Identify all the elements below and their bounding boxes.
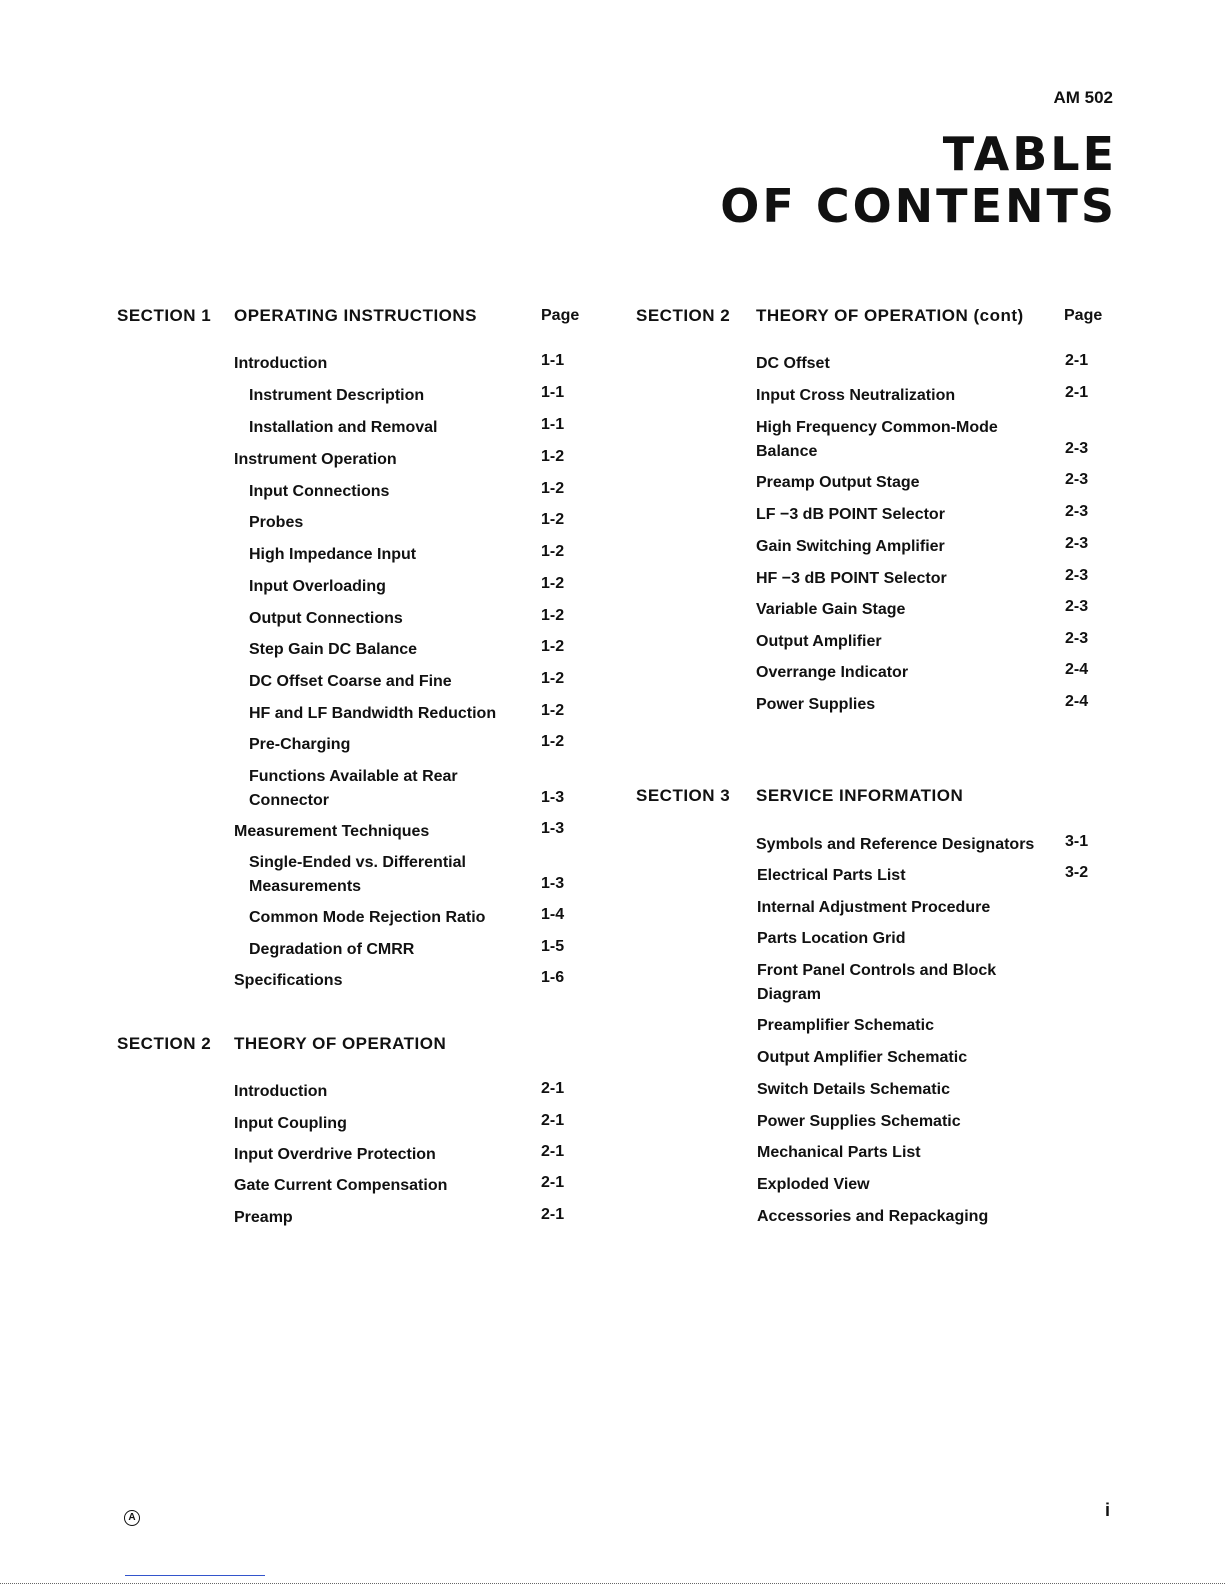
toc-entry: Introduction [234, 1083, 328, 1100]
toc-entry: Input Cross Neutralization [756, 387, 956, 404]
toc-entry: High Frequency Common-Mode [756, 419, 998, 436]
section-1-title: OPERATING INSTRUCTIONS [234, 306, 478, 325]
toc-page: 2-1 [541, 1206, 565, 1223]
publisher-mark: A [124, 1510, 140, 1526]
section-3-label: SECTION 3 [636, 786, 731, 805]
toc-entry: Symbols and Reference Designators [756, 836, 1035, 853]
link-underline [125, 1575, 265, 1576]
section-2-label: SECTION 2 [117, 1034, 212, 1053]
section-2-cont-title: THEORY OF OPERATION (cont) [756, 306, 1024, 325]
page-column-header-left: Page [541, 307, 580, 324]
model-number: AM 502 [1053, 88, 1113, 107]
toc-entry: Input Coupling [234, 1115, 347, 1132]
toc-entry: Power Supplies [756, 696, 876, 713]
toc-page: 2-4 [1065, 693, 1089, 710]
toc-page: 2-3 [1065, 567, 1089, 584]
toc-page: 1-4 [541, 906, 565, 923]
toc-entry: Electrical Parts List [757, 867, 906, 884]
toc-page: 2-1 [541, 1112, 565, 1129]
toc-entry: Parts Location Grid [757, 930, 906, 947]
toc-entry: Preamp [234, 1209, 293, 1226]
toc-page: 1-3 [541, 820, 565, 837]
toc-page: 1-3 [541, 875, 565, 892]
toc-entry: Preamplifier Schematic [757, 1017, 934, 1034]
toc-page: 2-3 [1065, 471, 1089, 488]
toc-entry: DC Offset Coarse and Fine [249, 673, 452, 690]
page-edge-divider [0, 1583, 1225, 1584]
toc-entry: Gate Current Compensation [234, 1177, 448, 1194]
toc-entry: Output Amplifier Schematic [757, 1049, 968, 1066]
toc-page: 1-5 [541, 938, 565, 955]
toc-entry: Introduction [234, 355, 328, 372]
toc-page: 2-3 [1065, 440, 1089, 457]
toc-page: 2-1 [1065, 384, 1089, 401]
toc-entry: Exploded View [757, 1176, 870, 1193]
section-2-title: THEORY OF OPERATION [234, 1034, 447, 1053]
toc-entry: Gain Switching Amplifier [756, 538, 945, 555]
toc-entry-continued: Balance [756, 443, 818, 460]
toc-entry: Output Connections [249, 610, 403, 627]
title-line-2: OF CONTENTS [720, 179, 1117, 233]
toc-page: 1-3 [541, 789, 565, 806]
toc-entry: Accessories and Repackaging [757, 1208, 989, 1225]
toc-entry: High Impedance Input [249, 546, 417, 563]
toc-page: 1-1 [541, 352, 565, 369]
toc-page: 2-4 [1065, 661, 1089, 678]
section-1-label: SECTION 1 [117, 306, 212, 325]
toc-entry: Mechanical Parts List [757, 1144, 921, 1161]
toc-entry: Internal Adjustment Procedure [757, 899, 991, 916]
toc-entry: Probes [249, 514, 304, 531]
toc-entry-continued: Measurements [249, 878, 362, 895]
toc-entry: Step Gain DC Balance [249, 641, 418, 658]
toc-entry: Preamp Output Stage [756, 474, 920, 491]
section-3-title: SERVICE INFORMATION [756, 786, 964, 805]
toc-entry: Installation and Removal [249, 419, 438, 436]
toc-page: 1-2 [541, 670, 565, 687]
toc-page: 2-3 [1065, 503, 1089, 520]
toc-entry-continued: Connector [249, 792, 329, 809]
toc-page: 1-2 [541, 733, 565, 750]
toc-page: 2-3 [1065, 598, 1089, 615]
toc-page: 1-2 [541, 575, 565, 592]
toc-entry: Input Overdrive Protection [234, 1146, 436, 1163]
toc-entry: DC Offset [756, 355, 830, 372]
toc-entry: Input Connections [249, 483, 390, 500]
toc-entry: Instrument Operation [234, 451, 397, 468]
toc-page: 2-1 [1065, 352, 1089, 369]
toc-page: 1-2 [541, 448, 565, 465]
toc-page: 1-1 [541, 416, 565, 433]
toc-entry: Variable Gain Stage [756, 601, 906, 618]
toc-entry: Switch Details Schematic [757, 1081, 950, 1098]
toc-entry: Specifications [234, 972, 343, 989]
page-title [720, 128, 1117, 232]
toc-page: 1-2 [541, 543, 565, 560]
toc-entry: Functions Available at Rear [249, 768, 458, 785]
title-line-1: TABLE [942, 127, 1117, 181]
toc-page: 1-1 [541, 384, 565, 401]
toc-entry: Pre-Charging [249, 736, 351, 753]
toc-entry: Power Supplies Schematic [757, 1113, 961, 1130]
page-column-header-right: Page [1064, 307, 1103, 324]
toc-entry: Degradation of CMRR [249, 941, 415, 958]
toc-page: 1-2 [541, 702, 565, 719]
toc-entry: LF −3 dB POINT Selector [756, 506, 945, 523]
toc-page: 1-2 [541, 511, 565, 528]
toc-entry: Overrange Indicator [756, 664, 909, 681]
toc-page: 1-2 [541, 638, 565, 655]
toc-page: 2-1 [541, 1080, 565, 1097]
section-2-cont-label: SECTION 2 [636, 306, 731, 325]
toc-page: 2-1 [541, 1143, 565, 1160]
toc-entry: Input Overloading [249, 578, 386, 595]
toc-entry: Instrument Description [249, 387, 425, 404]
toc-entry: Measurement Techniques [234, 823, 430, 840]
toc-page: 2-3 [1065, 535, 1089, 552]
toc-entry: HF −3 dB POINT Selector [756, 570, 947, 587]
toc-entry-continued: Diagram [757, 986, 822, 1003]
toc-page: 1-2 [541, 480, 565, 497]
toc-page: 3-1 [1065, 833, 1089, 850]
toc-page: 1-2 [541, 607, 565, 624]
toc-page: 2-1 [541, 1174, 565, 1191]
toc-page: 2-3 [1065, 630, 1089, 647]
toc-page: 1-6 [541, 969, 565, 986]
toc-entry: HF and LF Bandwidth Reduction [249, 705, 497, 722]
toc-page: 3-2 [1065, 864, 1089, 881]
toc-entry: Common Mode Rejection Ratio [249, 909, 486, 926]
page-number: i [1105, 1500, 1111, 1520]
toc-entry: Single-Ended vs. Differential [249, 854, 466, 871]
toc-entry: Front Panel Controls and Block [757, 962, 997, 979]
toc-entry: Output Amplifier [756, 633, 882, 650]
